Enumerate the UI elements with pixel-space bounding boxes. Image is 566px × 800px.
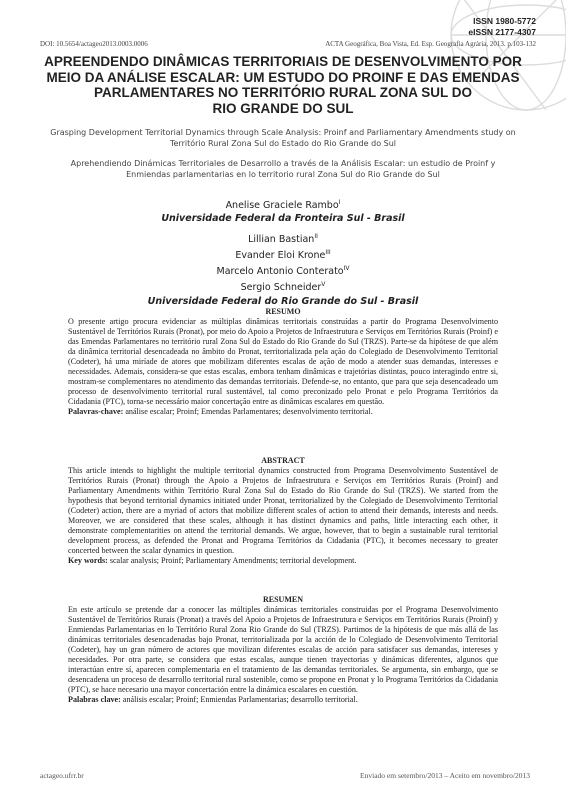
- keywords-text: análise escalar; Proinf; Emendas Parlamentares; desenvolvimento territorial.: [123, 407, 373, 416]
- author-sup: IV: [343, 265, 350, 273]
- author-group-2: [40, 230, 526, 308]
- eissn: eISSN 2177-4307: [468, 27, 536, 37]
- journal-reference: ACTA Geográfica, Boa Vista, Ed. Esp. Geografia Agrária, 2013. p.103-132: [325, 40, 536, 48]
- resumen-text: En este artículo se pretende dar a conocer las múltiples dinámicas territoriales construidas por el Programa Desenvolvimento Sustentável de Territórios Rurais (Pronat) a través del Apoio a Projetos de Infraestrutura e Serviços em Territórios Rurais (Proinf) y Enmiendas Parlamentarias en lo Território Rural Zona Rio Grande do Sul (TRZS). Partimos de la hipótesis de que más allá de las dinámicas territoriales desencadenadas bajo Pronat, territorializada por la acción de lo Colegiado de Desenvolvimento Territorial (Codeter), hay un gran número de actores que movilizan diferentes escalas de acción para satisfacer sus demandas, intereses y necesidades. Por otra parte, se considera que estas escalas, aunque tienen trayectorias y dinámicas diferentes, algunos que interactúan entre sí, aparecen complementaria en el tratamiento de las demandas territoriales. Se argumenta, sin embargo, que se desencadena un proceso de desarrollo territorial rural sostenible, como se propone en Pronat y lo Programa Territórios da Cidadania (PTC), se hace necesario una mayor concertación entre la dinámica escalares en cuestión.: [68, 605, 498, 694]
- author-sup: V: [321, 281, 326, 289]
- keywords-label: Palavras-chave:: [68, 407, 124, 416]
- author-name: Lillian Bastian: [248, 234, 315, 246]
- author-name: Evander Eloi Krone: [235, 250, 326, 262]
- title-line: MEIO DA ANÁLISE ESCALAR: UM ESTUDO DO PROINF E DAS EMENDAS: [46, 69, 520, 85]
- resumo-keywords: [68, 407, 498, 417]
- subtitle-spanish: [34, 158, 532, 180]
- resumo-text: O presente artigo procura evidenciar as múltiplas dinâmicas territoriais construídas a partir do Programa Desenvolvimento Sustentável de Territórios Rurais (Pronat), por meio do Apoio a Projetos de Infraestrutura e Serviços em Territórios Rurais (Proinf) e das Emendas Parlamentares no território rural Zona Sul do Estado do Rio Grande do Sul (TRZS). Parte-se da hipótese de que além da dinâmica territorial desencadeada no âmbito do Pronat, territorializada pela ação do Colegiado de Desenvolvimento Territorial (Codeter), há uma miríade de atores que mobilizam diferentes escalas de ação de modo a atender suas demandas, interesses e necessidades. Ademais, considera-se que estas escalas, embora tenham dinâmicas e trajetórias distintas, pouco interagindo entre si, mostram-se complementares no atendimento das demandas territoriais. Defende-se, no entanto, que para que seja desencadeado um processo de desenvolvimento territorial rural sustentável, tal como preconizado pelo Pronat e pelo Programa Territórios da Cidadania (PTC), torna-se necessário maior concertação entre as dinâmicas escalares em questão.: [68, 317, 498, 406]
- keywords-label: Palabras clave:: [68, 695, 121, 704]
- author-sup: III: [325, 249, 331, 257]
- title-line: APREENDENDO DINÂMICAS TERRITORIAIS DE DESENVOLVIMENTO POR: [44, 54, 522, 69]
- keywords-label: Key words:: [68, 556, 108, 565]
- title-line: RIO GRANDE DO SUL: [212, 100, 354, 116]
- issn-block: [468, 16, 536, 38]
- keywords-text: análisis escalar; Proinf; Enmiendas Parlamentarias; desarrollo territorial.: [120, 695, 358, 704]
- author-name: Anelise Graciele Rambo: [225, 200, 339, 212]
- subtitle-line: Enmiendas parlamentarias en lo territorio rural Zona Sul do Rio Grande do Sul: [126, 170, 440, 179]
- footer-dates: Enviado em setembro/2013 – Aceito em novembro/2013: [360, 771, 530, 780]
- keywords-text: scalar analysis; Proinf; Parliamentary Amendments; territorial development.: [107, 556, 357, 565]
- resumo-section: [68, 317, 498, 417]
- resumen-section: [68, 605, 498, 705]
- author-name: Marcelo Antonio Conterato: [216, 266, 344, 278]
- author-group-1: [40, 196, 526, 225]
- subtitle-line: Território Rural Zona Sul do Estado do Rio Grande do Sul: [169, 139, 397, 148]
- subtitle-line: Grasping Development Territorial Dynamics through Scale Analysis: Proinf and Parliamentary Amendments study on: [50, 128, 516, 137]
- footer-website: actageo.ufrr.br: [40, 771, 84, 780]
- abstract-heading: ABSTRACT: [261, 456, 305, 465]
- abstract-section: [68, 466, 498, 566]
- author-sup: I: [338, 199, 341, 206]
- resumen-keywords: [68, 695, 498, 705]
- resumen-heading: RESUMEN: [262, 595, 303, 604]
- article-title: [40, 54, 526, 116]
- author-affiliation: Universidade Federal do Rio Grande do Sul - Brasil: [147, 295, 419, 307]
- author-affiliation: Universidade Federal da Fronteira Sul - Brasil: [161, 213, 405, 225]
- doi: DOI: 10.5654/actageo2013.0003.0006: [40, 40, 148, 48]
- author-name: Sergio Schneider: [240, 282, 322, 294]
- resumo-heading: RESUMO: [265, 307, 301, 316]
- author-sup: II: [314, 233, 318, 240]
- title-line: PARLAMENTARES NO TERRITÓRIO RURAL ZONA SUL DO: [94, 85, 472, 100]
- issn: ISSN 1980-5772: [473, 16, 536, 26]
- abstract-text: This article intends to highlight the multiple territorial dynamics constructed from Programa Desenvolvimento Sustentável de Territórios Rurais (Pronat) through the Apoio a Projetos de Infraestrutura e Serviços em Territórios Rurais (Proinf) and Parliamentary Amendments within Território Rural Zona Sul do Estado do Rio Grande do Sul (TRZS). We started from the hypothesis that beyond territorial dynamics initiated under Pronat, territorialized by the Colegiado de Desenvolvimento Territorial (Codeter) action, there are a myriad of actors that mobilize different scales of action to attend their demands, interests and needs. Moreover, we are considered that these scales, although it has distinct dynamics and paths, little interacting each other, it demonstrate complementarities on attend the territorial demands. We argue, however, that to begin a sustainable rural territorial development process, as defended the Pronat and Programa Territórios da Cidadania (PTC), it becomes necessary to greater concerted between the scalar dynamics in question.: [68, 466, 498, 555]
- abstract-keywords: [68, 556, 498, 566]
- subtitle-english: [34, 127, 532, 149]
- subtitle-line: Aprehendiendo Dinámicas Territoriales de Desarrollo a través de la Análisis Escalar: un estudio de Proinf y: [70, 159, 496, 168]
